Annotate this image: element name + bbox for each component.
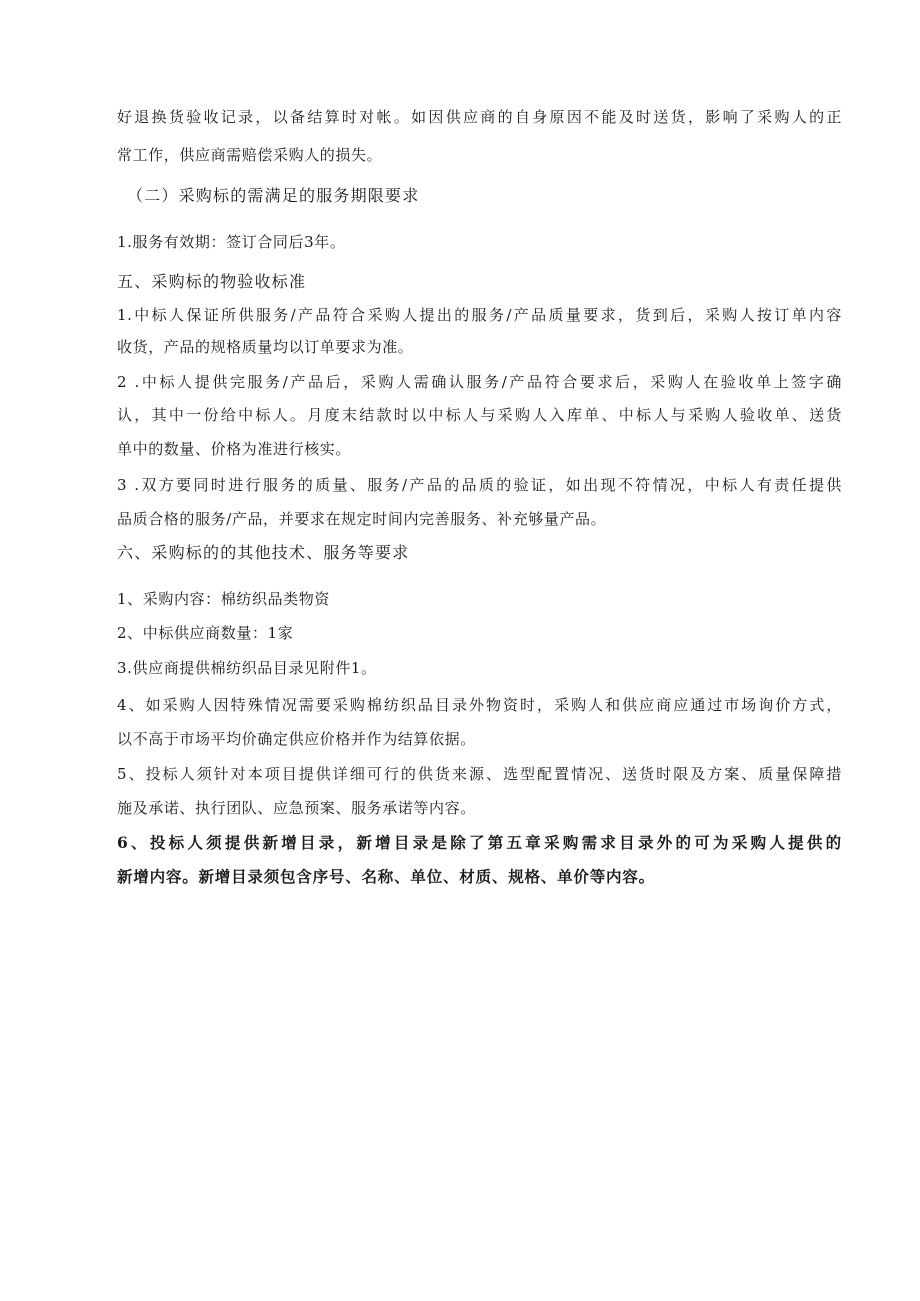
- paragraph-line: 单中的数量、价格为准进行核实。: [117, 440, 352, 458]
- list-item: 3.供应商提供棉纺织品目录见附件1。: [117, 659, 377, 677]
- list-item: 2、中标供应商数量：1家: [117, 624, 294, 642]
- paragraph-line: 3 .双方要同时进行服务的质量、服务/产品的品质的验证，如出现不符情况，中标人有责任提供: [117, 476, 842, 494]
- paragraph-line: 收货，产品的规格质量均以订单要求为准。: [117, 338, 414, 356]
- paragraph-line: 以不高于市场平均价确定供应价格并作为结算依据。: [117, 730, 476, 748]
- section-heading: 六、采购标的的其他技术、服务等要求: [117, 543, 410, 562]
- paragraph-line: 2 .中标人提供完服务/产品后，采购人需确认服务/产品符合要求后，采购人在验收单上签字确: [117, 373, 842, 391]
- paragraph-line: 品质合格的服务/产品，并要求在规定时间内完善服务、补充够量产品。: [117, 510, 607, 528]
- list-item: 4、如采购人因特殊情况需要采购棉纺织品目录外物资时，采购人和供应商应通过市场询价方式，: [117, 696, 842, 714]
- section-heading: 五、采购标的物验收标准: [117, 272, 307, 291]
- subsection-heading: （二）采购标的需满足的服务期限要求: [127, 186, 420, 205]
- list-item: 1、采购内容：棉纺织品类物资: [117, 590, 330, 608]
- paragraph-line: 1.服务有效期：签订合同后3年。: [117, 233, 346, 251]
- bold-list-item: 6、投标人须提供新增目录，新增目录是除了第五章采购需求目录外的可为采购人提供的: [117, 833, 842, 852]
- paragraph-line: 认，其中一份给中标人。月度末结款时以中标人与采购人入库单、中标人与采购人验收单、送货: [117, 406, 842, 424]
- list-item: 5、投标人须针对本项目提供详细可行的供货来源、选型配置情况、送货时限及方案、质量保障措: [117, 765, 842, 783]
- paragraph-line: 1.中标人保证所供服务/产品符合采购人提出的服务/产品质量要求，货到后，采购人按订单内容: [117, 306, 842, 324]
- bold-paragraph-line: 新增内容。新增目录须包含序号、名称、单位、材质、规格、单价等内容。: [117, 867, 655, 886]
- paragraph-line: 施及承诺、执行团队、应急预案、服务承诺等内容。: [117, 799, 476, 817]
- paragraph-line: 常工作，供应商需赔偿采购人的损失。: [117, 146, 383, 164]
- paragraph-line: 好退换货验收记录，以备结算时对帐。如因供应商的自身原因不能及时送货，影响了采购人的正: [117, 108, 842, 126]
